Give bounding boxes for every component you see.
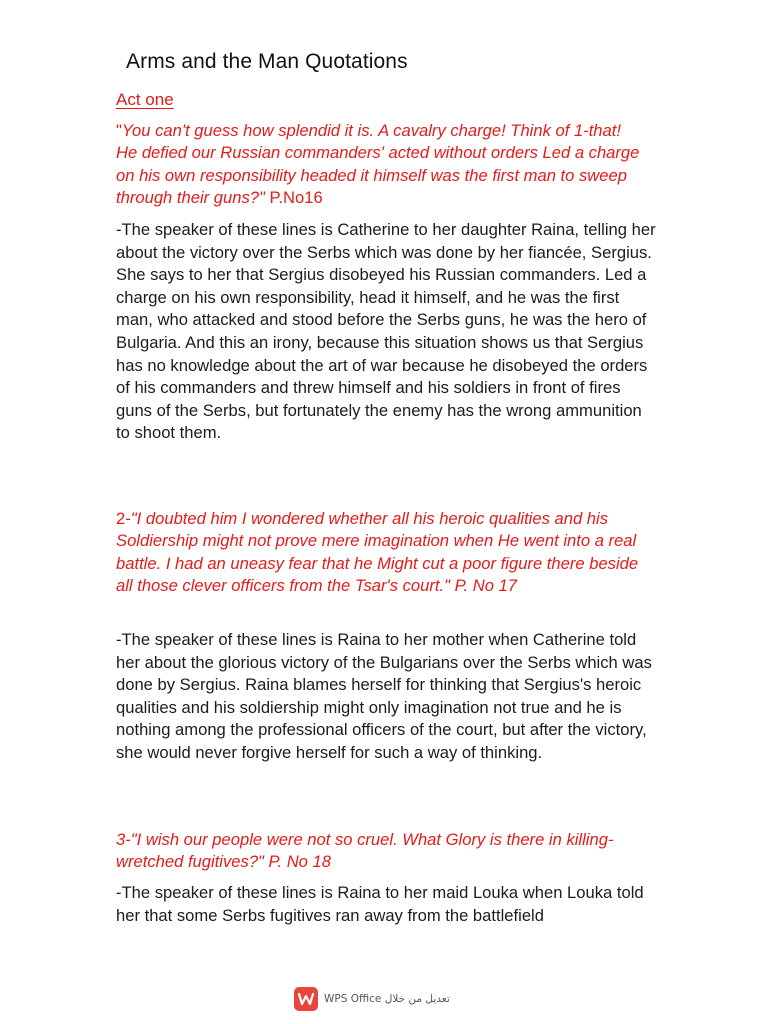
quote-2 (116, 508, 646, 598)
quote-2-text: "I doubted him I wondered whether all his heroic qualities and his Soldiership might not prove mere imagination when He went into a real battle. I had an uneasy fear that he Might cut a poor figure there beside all those clever officers from the Tsar's court." P. No 17 (116, 509, 639, 596)
quote-1-page-ref: P.No16 (264, 188, 323, 208)
explanation-paragraph-1: -The speaker of these lines is Catherine to her daughter Raina, telling her about the victory over the Serbs which was done by her fiancée, Sergius. She says to her that Sergius disobeyed his Russian commanders. Led a charge on his own responsibility, head it himself, and he was the first man, who attacked and stood before the Serbs guns, he was the hero of Bulgaria. And this an irony, because this situation shows us that Sergius has no knowledge about the art of war because he disobeyed the orders of his commanders and threw himself and his soldiers in front of fires guns of the Serbs, but fortunately the enemy has the wrong ammunition to shoot them. (116, 220, 656, 443)
explanation-paragraph-2: -The speaker of these lines is Raina to her mother when Catherine told her about the glorious victory of the Bulgarians over the Serbs which was done by Sergius. Raina blames herself for thinking that Sergius's heroic qualities and his soldiership might only imagination not true and he is nothing among the professional officers of the court, but after the victory, she would never forgive herself for such a way of thinking. (116, 630, 652, 762)
quote-3-number: 3- (116, 830, 131, 849)
quote-1-open-mark: " (116, 121, 122, 140)
wps-office-logo-icon (294, 987, 318, 1011)
wps-office-watermark[interactable] (294, 986, 450, 1012)
explanation-paragraph-3: -The speaker of these lines is Raina to her maid Louka when Louka told her that some Serbs fugitives ran away from the battlefield (116, 883, 644, 925)
quote-1-text: You can't guess how splendid it is. A cavalry charge! Think of 1-that! He defied our Russian commanders' acted without orders Led a charge on his own responsibility headed it himself was the first man to sweep through their guns?" (116, 121, 640, 208)
document-title: Arms and the Man Quotations (126, 50, 408, 73)
wps-office-text: WPS Office تعديل من خلال (324, 993, 450, 1005)
quote-1 (116, 120, 646, 210)
section-heading: Act one (116, 90, 174, 109)
quote-3 (116, 829, 646, 874)
quote-2-number: 2- (116, 509, 131, 528)
quote-3-text: "I wish our people were not so cruel. What Glory is there in killing-wretched fugitives?" P. No 18 (116, 830, 614, 872)
